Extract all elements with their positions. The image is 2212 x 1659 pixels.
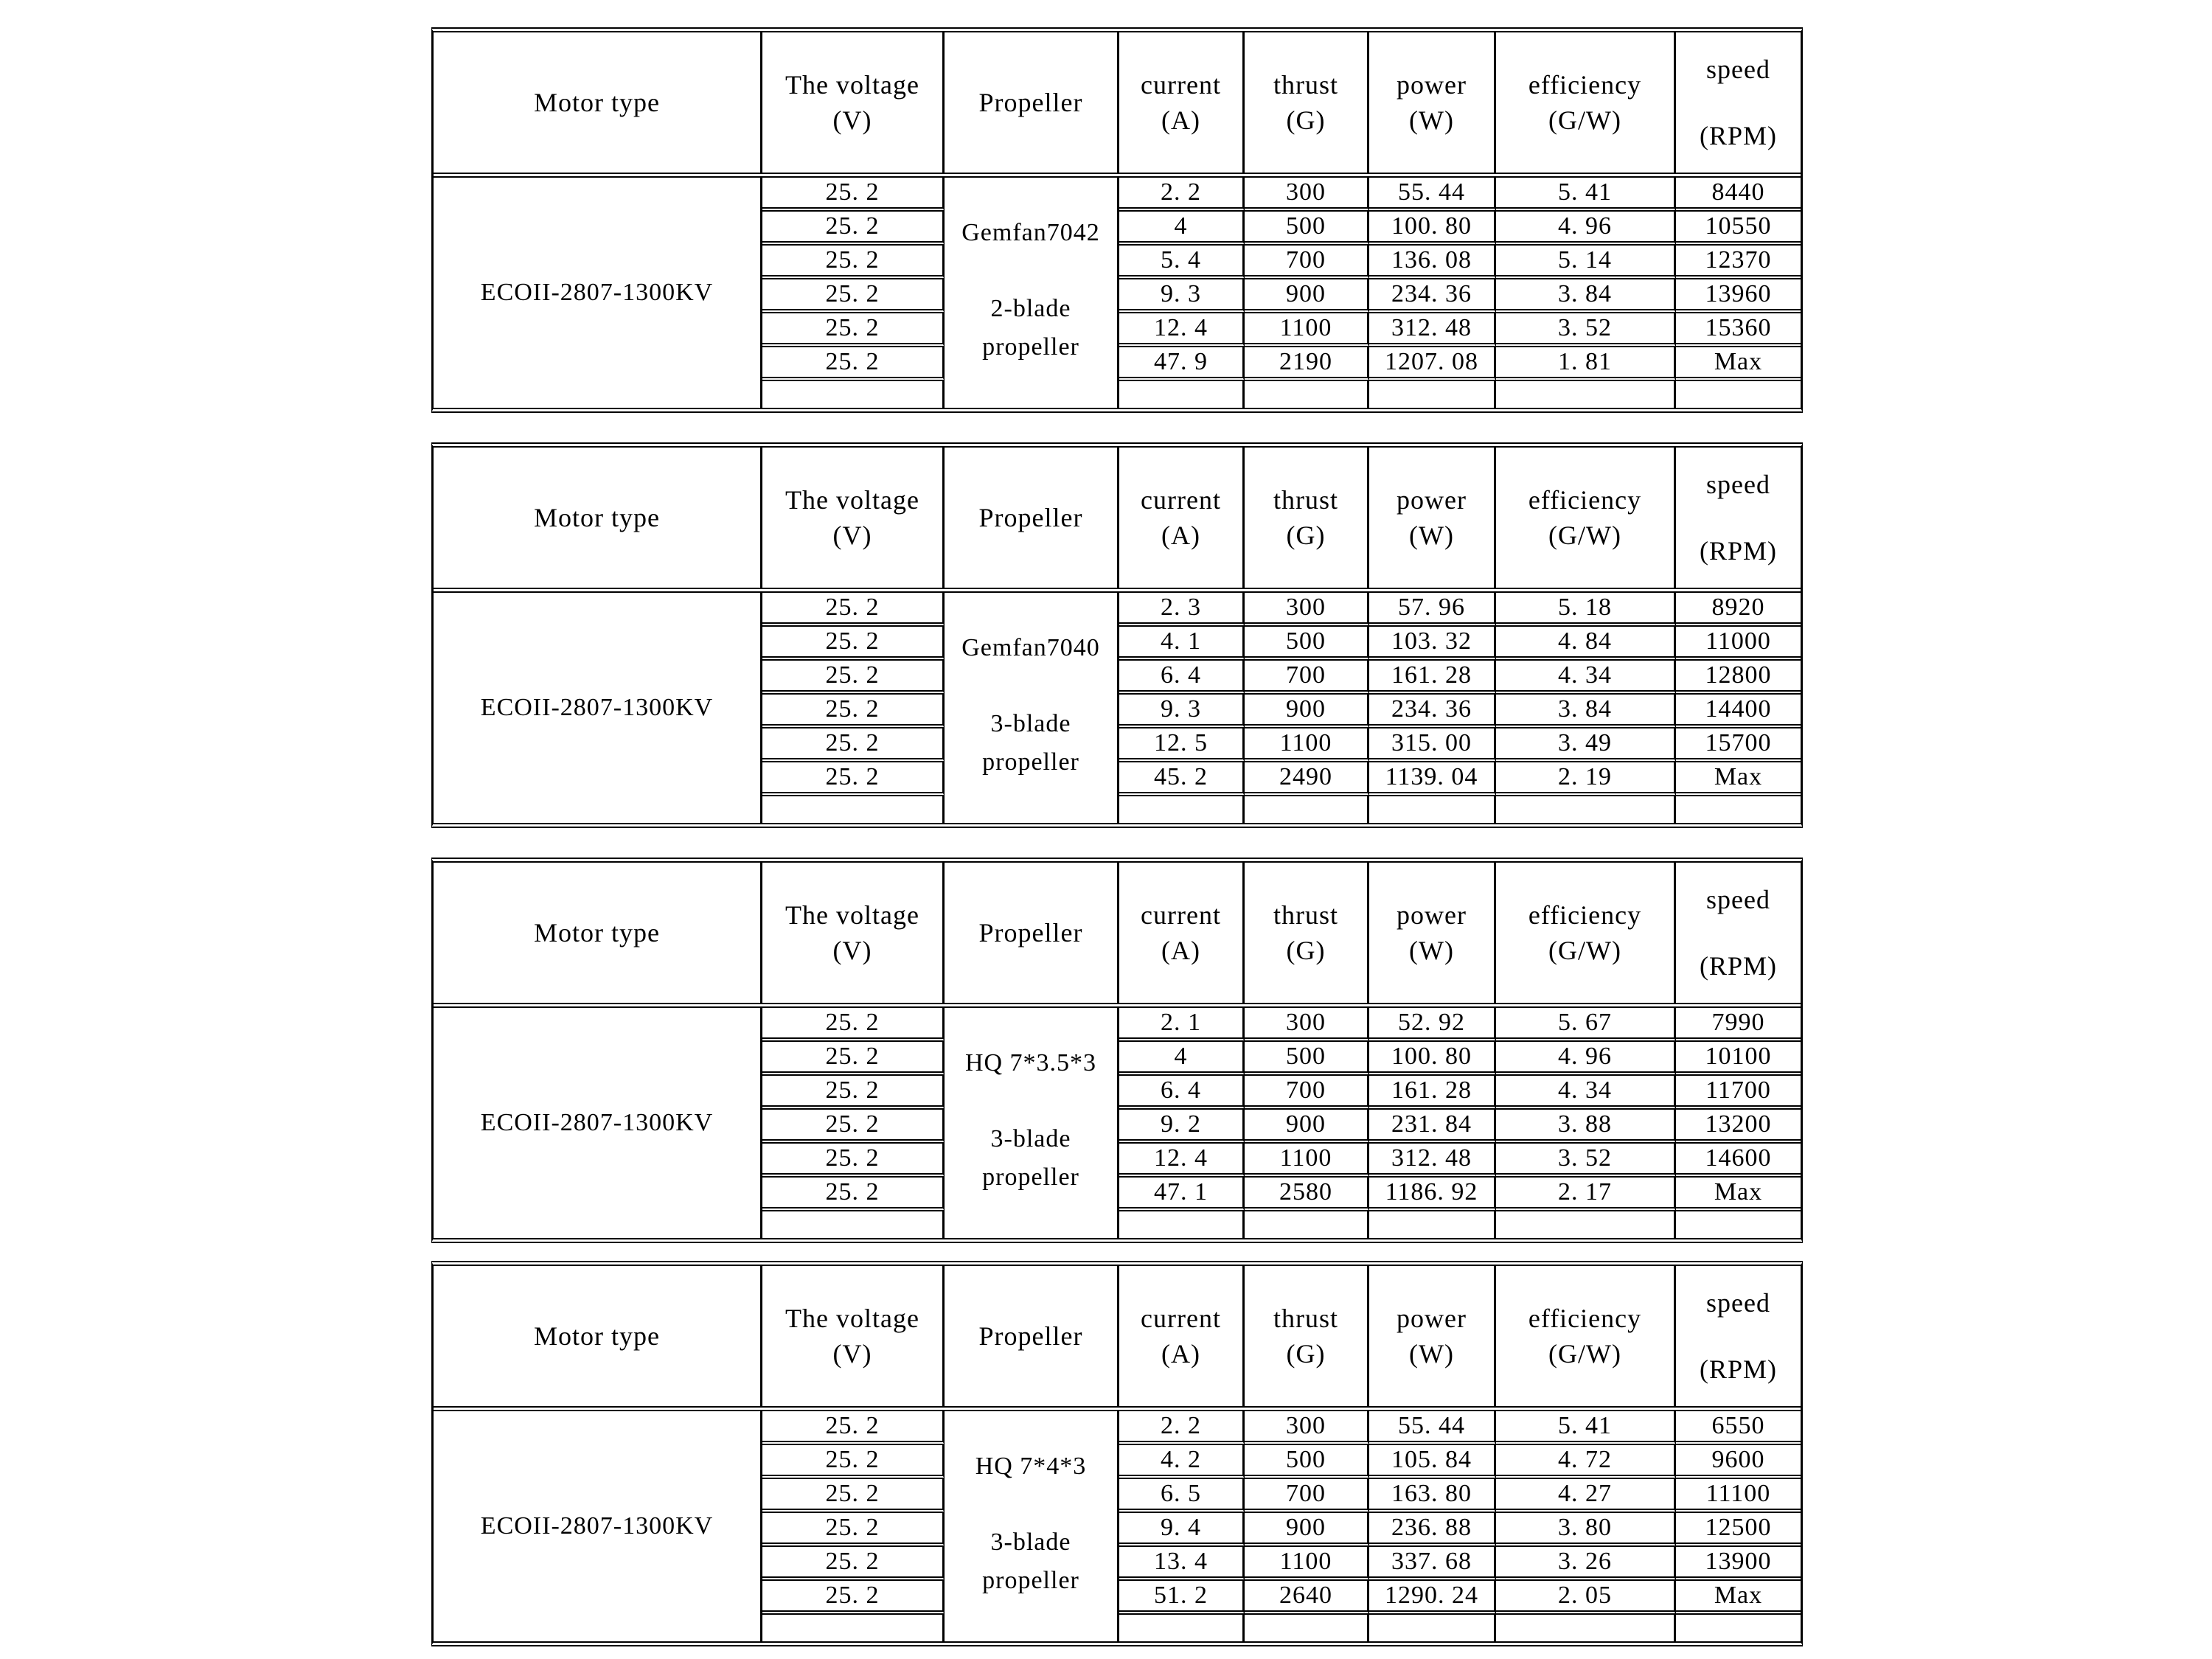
power-cell: 55. 44 [1369, 1411, 1496, 1445]
propeller-word: propeller [982, 1567, 1079, 1594]
power-cell: 312. 48 [1369, 1144, 1496, 1178]
header-power-label: power [1397, 900, 1467, 930]
efficiency-cell: 4. 34 [1496, 661, 1676, 695]
header-power [1369, 863, 1496, 1003]
efficiency-cell: 4. 27 [1496, 1479, 1676, 1513]
header-voltage [762, 32, 945, 173]
speed-cell: 13900 [1676, 1547, 1801, 1581]
current-cell: 6. 4 [1119, 1076, 1245, 1110]
thrust-cell: 900 [1245, 695, 1369, 728]
voltage-cell: 25. 2 [762, 1411, 945, 1445]
empty-cell [1245, 1615, 1369, 1641]
table-body [434, 593, 1801, 823]
motor-type-cell: ECOII-2807-1300KV [434, 593, 762, 823]
empty-cell [762, 1615, 945, 1641]
power-cell: 234. 36 [1369, 695, 1496, 728]
power-cell: 163. 80 [1369, 1479, 1496, 1513]
empty-cell [1369, 381, 1496, 408]
thrust-cell: 1100 [1245, 313, 1369, 347]
empty-cell [1676, 1211, 1801, 1238]
current-cell: 4 [1119, 212, 1245, 246]
current-cell: 9. 3 [1119, 695, 1245, 728]
header-current-label: current [1141, 1304, 1221, 1333]
header-efficiency-label: efficiency [1528, 485, 1642, 515]
table-header-row [434, 1266, 1801, 1411]
header-speed-label: speed [1706, 1288, 1770, 1318]
thrust-cell: 300 [1245, 1411, 1369, 1445]
header-power-label: power [1397, 485, 1467, 515]
thrust-cell: 900 [1245, 1110, 1369, 1144]
empty-cell [1245, 381, 1369, 408]
speed-cell: 9600 [1676, 1445, 1801, 1479]
header-efficiency-unit: (G/W) [1548, 1339, 1621, 1368]
efficiency-cell: 4. 34 [1496, 1076, 1676, 1110]
thrust-cell: 900 [1245, 1513, 1369, 1547]
header-speed-label: speed [1706, 55, 1770, 84]
empty-cell [1119, 1615, 1245, 1641]
header-efficiency-unit: (G/W) [1548, 521, 1621, 550]
empty-cell [1245, 796, 1369, 823]
header-efficiency-label: efficiency [1528, 70, 1642, 100]
voltage-cell: 25. 2 [762, 1144, 945, 1178]
propeller-cell [945, 593, 1119, 823]
header-current-unit: (A) [1161, 105, 1200, 135]
current-cell: 6. 4 [1119, 661, 1245, 695]
empty-cell [1119, 381, 1245, 408]
voltage-cell: 25. 2 [762, 212, 945, 246]
current-cell: 4. 2 [1119, 1445, 1245, 1479]
header-voltage-label: The voltage [785, 1304, 919, 1333]
motor-type-cell: ECOII-2807-1300KV [434, 178, 762, 408]
header-power-unit: (W) [1409, 936, 1454, 965]
header-voltage-label: The voltage [785, 485, 919, 515]
header-thrust-label: thrust [1273, 70, 1338, 100]
thrust-cell: 2640 [1245, 1581, 1369, 1615]
header-propeller [945, 863, 1119, 1003]
power-cell: 1139. 04 [1369, 762, 1496, 796]
header-motor-type-label: Motor type [534, 88, 660, 117]
header-power-unit: (W) [1409, 521, 1454, 550]
voltage-cell: 25. 2 [762, 279, 945, 313]
power-cell: 1290. 24 [1369, 1581, 1496, 1615]
speed-cell: Max [1676, 762, 1801, 796]
voltage-cell: 25. 2 [762, 1479, 945, 1513]
propeller-type [982, 290, 1079, 366]
propeller-name: Gemfan7042 [961, 219, 1100, 246]
header-speed-unit: (RPM) [1699, 951, 1778, 981]
efficiency-cell: 5. 67 [1496, 1008, 1676, 1042]
efficiency-cell: 2. 17 [1496, 1178, 1676, 1211]
current-cell: 5. 4 [1119, 246, 1245, 279]
header-efficiency [1496, 448, 1676, 588]
header-motor-type-label: Motor type [534, 503, 660, 532]
efficiency-cell: 5. 41 [1496, 1411, 1676, 1445]
efficiency-cell: 4. 96 [1496, 1042, 1676, 1076]
header-thrust [1245, 448, 1369, 588]
thrust-cell: 500 [1245, 1445, 1369, 1479]
power-cell: 161. 28 [1369, 661, 1496, 695]
speed-cell: 13200 [1676, 1110, 1801, 1144]
header-speed-label: speed [1706, 885, 1770, 914]
thrust-cell: 2490 [1245, 762, 1369, 796]
header-current-label: current [1141, 70, 1221, 100]
speed-cell: 13960 [1676, 279, 1801, 313]
efficiency-cell: 4. 96 [1496, 212, 1676, 246]
header-efficiency-unit: (G/W) [1548, 105, 1621, 135]
spec-table-hq-743 [431, 1261, 1803, 1646]
empty-cell [1676, 381, 1801, 408]
power-cell: 312. 48 [1369, 313, 1496, 347]
header-propeller-label: Propeller [978, 88, 1083, 117]
header-thrust-unit: (G) [1286, 105, 1326, 135]
header-thrust-label: thrust [1273, 485, 1338, 515]
speed-cell: 12370 [1676, 246, 1801, 279]
propeller-type [982, 1120, 1079, 1197]
empty-cell [1369, 796, 1496, 823]
current-cell: 9. 2 [1119, 1110, 1245, 1144]
efficiency-cell: 5. 18 [1496, 593, 1676, 627]
header-thrust [1245, 32, 1369, 173]
propeller-name: HQ 7*3.5*3 [964, 1049, 1097, 1077]
voltage-cell: 25. 2 [762, 1581, 945, 1615]
power-cell: 1207. 08 [1369, 347, 1496, 381]
efficiency-cell: 3. 84 [1496, 279, 1676, 313]
header-voltage-label: The voltage [785, 900, 919, 930]
header-thrust-label: thrust [1273, 1304, 1338, 1333]
header-efficiency [1496, 32, 1676, 173]
voltage-cell: 25. 2 [762, 1110, 945, 1144]
voltage-cell: 25. 2 [762, 762, 945, 796]
table-header-row [434, 32, 1801, 178]
header-propeller-label: Propeller [978, 918, 1083, 947]
header-motor-type [434, 32, 762, 173]
header-current-label: current [1141, 900, 1221, 930]
voltage-cell: 25. 2 [762, 1513, 945, 1547]
speed-cell: 7990 [1676, 1008, 1801, 1042]
current-cell: 2. 3 [1119, 593, 1245, 627]
efficiency-cell: 3. 88 [1496, 1110, 1676, 1144]
power-cell: 100. 80 [1369, 212, 1496, 246]
header-thrust-label: thrust [1273, 900, 1338, 930]
current-cell: 6. 5 [1119, 1479, 1245, 1513]
thrust-cell: 700 [1245, 1076, 1369, 1110]
current-cell: 12. 4 [1119, 313, 1245, 347]
voltage-cell: 25. 2 [762, 1445, 945, 1479]
thrust-cell: 300 [1245, 593, 1369, 627]
efficiency-cell: 4. 72 [1496, 1445, 1676, 1479]
speed-cell: 15700 [1676, 728, 1801, 762]
header-voltage-label: The voltage [785, 70, 919, 100]
current-cell: 4 [1119, 1042, 1245, 1076]
power-cell: 315. 00 [1369, 728, 1496, 762]
header-voltage-unit: (V) [832, 1339, 872, 1368]
header-motor-type [434, 1266, 762, 1406]
speed-cell: Max [1676, 1581, 1801, 1615]
header-voltage [762, 863, 945, 1003]
header-thrust-unit: (G) [1286, 521, 1326, 550]
header-current-unit: (A) [1161, 521, 1200, 550]
voltage-cell: 25. 2 [762, 1547, 945, 1581]
current-cell: 9. 3 [1119, 279, 1245, 313]
thrust-cell: 700 [1245, 1479, 1369, 1513]
motor-type-cell: ECOII-2807-1300KV [434, 1411, 762, 1641]
current-cell: 45. 2 [1119, 762, 1245, 796]
header-thrust-unit: (G) [1286, 936, 1326, 965]
table-header-row [434, 448, 1801, 593]
voltage-cell: 25. 2 [762, 246, 945, 279]
header-speed-unit: (RPM) [1699, 121, 1778, 150]
voltage-cell: 25. 2 [762, 1076, 945, 1110]
header-thrust [1245, 1266, 1369, 1406]
propeller-cell [945, 1008, 1119, 1238]
header-speed-unit: (RPM) [1699, 536, 1778, 566]
propeller-name: HQ 7*4*3 [975, 1453, 1087, 1480]
empty-cell [762, 1211, 945, 1238]
propeller-blades: 3-blade [990, 1125, 1071, 1152]
efficiency-cell: 2. 19 [1496, 762, 1676, 796]
thrust-cell: 500 [1245, 627, 1369, 661]
power-cell: 234. 36 [1369, 279, 1496, 313]
thrust-cell: 500 [1245, 212, 1369, 246]
header-power [1369, 448, 1496, 588]
efficiency-cell: 3. 26 [1496, 1547, 1676, 1581]
speed-cell: 10550 [1676, 212, 1801, 246]
efficiency-cell: 3. 80 [1496, 1513, 1676, 1547]
current-cell: 47. 1 [1119, 1178, 1245, 1211]
speed-cell: 10100 [1676, 1042, 1801, 1076]
header-power [1369, 32, 1496, 173]
thrust-cell: 300 [1245, 1008, 1369, 1042]
spec-table-gemfan7042 [431, 27, 1803, 413]
header-propeller-label: Propeller [978, 503, 1083, 532]
header-speed-label: speed [1706, 470, 1770, 499]
thrust-cell: 900 [1245, 279, 1369, 313]
empty-cell [1119, 796, 1245, 823]
header-power [1369, 1266, 1496, 1406]
speed-cell: Max [1676, 347, 1801, 381]
empty-cell [1369, 1211, 1496, 1238]
header-power-unit: (W) [1409, 105, 1454, 135]
thrust-cell: 300 [1245, 178, 1369, 212]
empty-cell [1676, 1615, 1801, 1641]
efficiency-cell: 5. 14 [1496, 246, 1676, 279]
current-cell: 13. 4 [1119, 1547, 1245, 1581]
thrust-cell: 1100 [1245, 1547, 1369, 1581]
propeller-type [982, 1523, 1079, 1600]
header-current [1119, 448, 1245, 588]
header-speed [1676, 32, 1801, 173]
voltage-cell: 25. 2 [762, 1008, 945, 1042]
current-cell: 12. 4 [1119, 1144, 1245, 1178]
header-propeller [945, 32, 1119, 173]
header-voltage-unit: (V) [832, 521, 872, 550]
voltage-cell: 25. 2 [762, 313, 945, 347]
propeller-word: propeller [982, 1164, 1079, 1191]
header-current-unit: (A) [1161, 936, 1200, 965]
speed-cell: 6550 [1676, 1411, 1801, 1445]
current-cell: 51. 2 [1119, 1581, 1245, 1615]
header-motor-type-label: Motor type [534, 1321, 660, 1351]
efficiency-cell: 4. 84 [1496, 627, 1676, 661]
current-cell: 47. 9 [1119, 347, 1245, 381]
header-efficiency [1496, 1266, 1676, 1406]
header-motor-type [434, 448, 762, 588]
table-header-row [434, 863, 1801, 1008]
propeller-word: propeller [982, 333, 1079, 361]
speed-cell: 14400 [1676, 695, 1801, 728]
motor-type-cell: ECOII-2807-1300KV [434, 1008, 762, 1238]
thrust-cell: 700 [1245, 246, 1369, 279]
speed-cell: 11000 [1676, 627, 1801, 661]
speed-cell: 8440 [1676, 178, 1801, 212]
header-propeller [945, 448, 1119, 588]
header-power-label: power [1397, 1304, 1467, 1333]
table-body [434, 178, 1801, 408]
header-propeller [945, 1266, 1119, 1406]
power-cell: 55. 44 [1369, 178, 1496, 212]
current-cell: 4. 1 [1119, 627, 1245, 661]
header-current-unit: (A) [1161, 1339, 1200, 1368]
empty-cell [1245, 1211, 1369, 1238]
empty-cell [1119, 1211, 1245, 1238]
empty-cell [1496, 796, 1676, 823]
speed-cell: 15360 [1676, 313, 1801, 347]
efficiency-cell: 3. 52 [1496, 1144, 1676, 1178]
spec-table-gemfan7040 [431, 442, 1803, 828]
speed-cell: 8920 [1676, 593, 1801, 627]
power-cell: 105. 84 [1369, 1445, 1496, 1479]
power-cell: 103. 32 [1369, 627, 1496, 661]
power-cell: 57. 96 [1369, 593, 1496, 627]
speed-cell: 12800 [1676, 661, 1801, 695]
header-efficiency [1496, 863, 1676, 1003]
header-voltage-unit: (V) [832, 105, 872, 135]
voltage-cell: 25. 2 [762, 1042, 945, 1076]
power-cell: 337. 68 [1369, 1547, 1496, 1581]
empty-cell [1676, 796, 1801, 823]
power-cell: 100. 80 [1369, 1042, 1496, 1076]
propeller-blades: 3-blade [990, 1528, 1071, 1556]
table-body [434, 1411, 1801, 1641]
speed-cell: 11100 [1676, 1479, 1801, 1513]
header-speed-unit: (RPM) [1699, 1354, 1778, 1384]
speed-cell: Max [1676, 1178, 1801, 1211]
current-cell: 2. 2 [1119, 178, 1245, 212]
voltage-cell: 25. 2 [762, 347, 945, 381]
header-speed [1676, 448, 1801, 588]
efficiency-cell: 5. 41 [1496, 178, 1676, 212]
propeller-word: propeller [982, 748, 1079, 776]
voltage-cell: 25. 2 [762, 695, 945, 728]
efficiency-cell: 3. 84 [1496, 695, 1676, 728]
propeller-cell [945, 1411, 1119, 1641]
thrust-cell: 1100 [1245, 728, 1369, 762]
efficiency-cell: 3. 49 [1496, 728, 1676, 762]
power-cell: 136. 08 [1369, 246, 1496, 279]
thrust-cell: 2190 [1245, 347, 1369, 381]
empty-cell [1369, 1615, 1496, 1641]
header-voltage [762, 448, 945, 588]
current-cell: 2. 1 [1119, 1008, 1245, 1042]
header-voltage [762, 1266, 945, 1406]
empty-cell [762, 796, 945, 823]
current-cell: 12. 5 [1119, 728, 1245, 762]
propeller-type [982, 705, 1079, 782]
thrust-cell: 2580 [1245, 1178, 1369, 1211]
thrust-cell: 700 [1245, 661, 1369, 695]
efficiency-cell: 1. 81 [1496, 347, 1676, 381]
header-power-unit: (W) [1409, 1339, 1454, 1368]
efficiency-cell: 3. 52 [1496, 313, 1676, 347]
header-current [1119, 863, 1245, 1003]
header-efficiency-label: efficiency [1528, 900, 1642, 930]
speed-cell: 14600 [1676, 1144, 1801, 1178]
thrust-cell: 500 [1245, 1042, 1369, 1076]
current-cell: 9. 4 [1119, 1513, 1245, 1547]
thrust-cell: 1100 [1245, 1144, 1369, 1178]
voltage-cell: 25. 2 [762, 627, 945, 661]
header-efficiency-label: efficiency [1528, 1304, 1642, 1333]
header-power-label: power [1397, 70, 1467, 100]
header-speed [1676, 1266, 1801, 1406]
power-cell: 236. 88 [1369, 1513, 1496, 1547]
header-efficiency-unit: (G/W) [1548, 936, 1621, 965]
header-propeller-label: Propeller [978, 1321, 1083, 1351]
header-motor-type-label: Motor type [534, 918, 660, 947]
voltage-cell: 25. 2 [762, 593, 945, 627]
power-cell: 52. 92 [1369, 1008, 1496, 1042]
empty-cell [1496, 1211, 1676, 1238]
efficiency-cell: 2. 05 [1496, 1581, 1676, 1615]
voltage-cell: 25. 2 [762, 178, 945, 212]
header-speed [1676, 863, 1801, 1003]
current-cell: 2. 2 [1119, 1411, 1245, 1445]
power-cell: 1186. 92 [1369, 1178, 1496, 1211]
empty-cell [762, 381, 945, 408]
header-motor-type [434, 863, 762, 1003]
power-cell: 231. 84 [1369, 1110, 1496, 1144]
table-body [434, 1008, 1801, 1238]
empty-cell [1496, 381, 1676, 408]
propeller-name: Gemfan7040 [961, 634, 1100, 661]
header-current-label: current [1141, 485, 1221, 515]
voltage-cell: 25. 2 [762, 1178, 945, 1211]
header-current [1119, 32, 1245, 173]
propeller-cell [945, 178, 1119, 408]
power-cell: 161. 28 [1369, 1076, 1496, 1110]
propeller-blades: 3-blade [990, 710, 1071, 737]
header-current [1119, 1266, 1245, 1406]
header-voltage-unit: (V) [832, 936, 872, 965]
propeller-blades: 2-blade [990, 295, 1071, 322]
header-thrust [1245, 863, 1369, 1003]
voltage-cell: 25. 2 [762, 661, 945, 695]
speed-cell: 12500 [1676, 1513, 1801, 1547]
spec-table-hq-7353 [431, 858, 1803, 1243]
header-thrust-unit: (G) [1286, 1339, 1326, 1368]
voltage-cell: 25. 2 [762, 728, 945, 762]
speed-cell: 11700 [1676, 1076, 1801, 1110]
empty-cell [1496, 1615, 1676, 1641]
